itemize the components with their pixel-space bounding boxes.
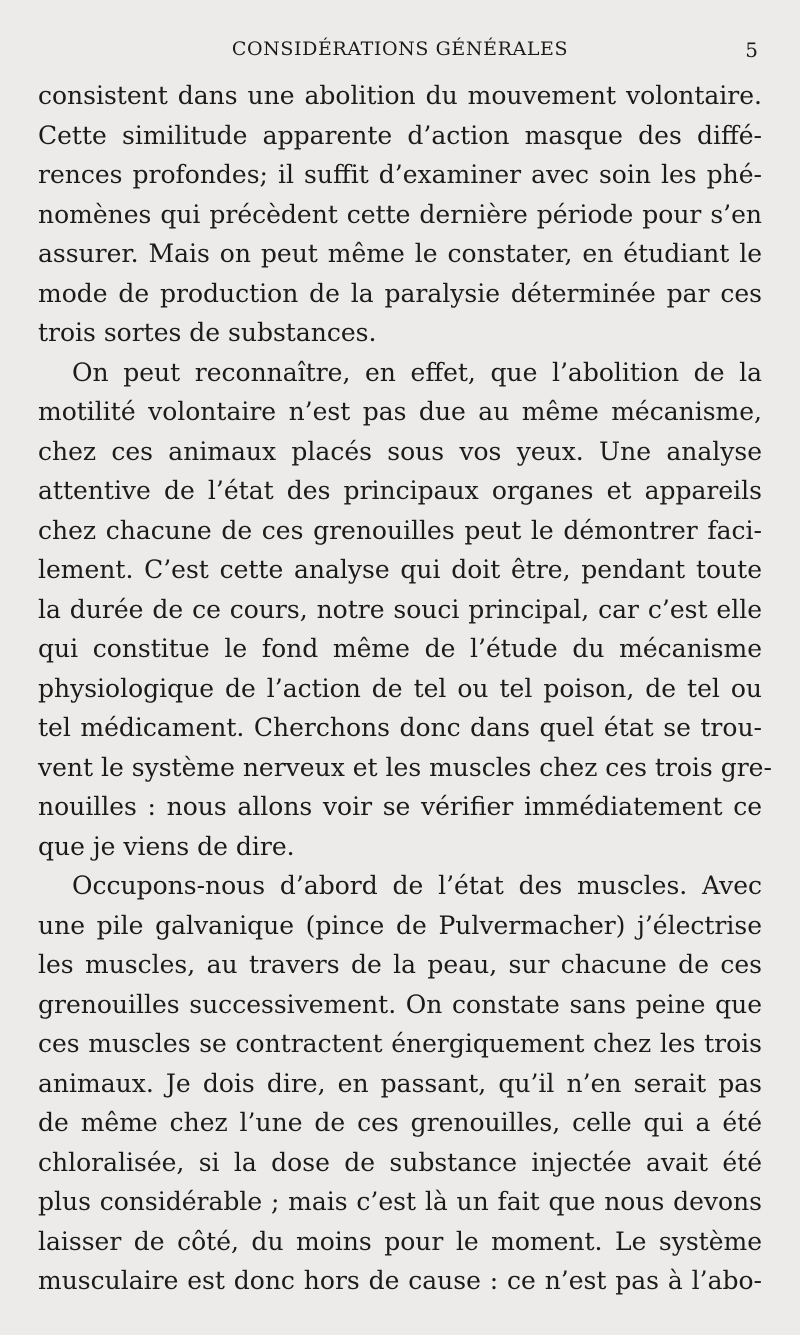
text-line: chloralisée, si la dose de substance injectée avait été: [38, 1147, 762, 1177]
text-line: chez ces animaux placés sous vos yeux. Une analyse: [38, 436, 762, 466]
text-line: de même chez l’une de ces grenouilles, celle qui a été: [38, 1108, 762, 1137]
text-line: physiologique de l’action de tel ou tel poison, de tel ou: [38, 673, 762, 703]
text-line: qui constitue le fond même de l’étude du mécanisme: [38, 634, 762, 663]
text-line: lement. C’est cette analyse qui doit être, pendant toute: [38, 555, 762, 584]
text-line: Cette similitude apparente d’action masque des diffé-: [38, 120, 762, 150]
text-line: rences profondes; il suffit d’examiner avec soin les phé-: [38, 160, 762, 189]
paragraph-end-line: trois sortes de substances.: [38, 318, 377, 347]
text-line: assurer. Mais on peut même le constater, en étudiant le: [38, 239, 762, 268]
text-line: attentive de l’état des principaux organes et appareils: [38, 476, 762, 505]
text-line: grenouilles successivement. On constate sans peine que: [38, 989, 762, 1019]
text-line: la durée de ce cours, notre souci principal, car c’est elle: [38, 594, 762, 624]
text-line: laisser de côté, du moins pour le moment. Le système: [38, 1226, 762, 1256]
text-line: animaux. Je dois dire, en passant, qu’il n’en serait pas: [38, 1068, 762, 1098]
paragraph-end-line: que je viens de dire.: [38, 831, 295, 861]
text-line: les muscles, au travers de la peau, sur chacune de ces: [38, 950, 762, 979]
text-line: consistent dans une abolition du mouvement volontaire.: [38, 81, 762, 110]
text-line: motilité volontaire n’est pas due au même mécanisme,: [38, 397, 762, 426]
text-line: nomènes qui précèdent cette dernière période pour s’en: [38, 199, 762, 229]
text-line: plus considérable ; mais c’est là un fait que nous devons: [38, 1187, 762, 1216]
text-line: mode de production de la paralysie déterminée par ces: [38, 278, 762, 308]
body-text: [38, 76, 772, 1301]
text-line: tel médicament. Cherchons donc dans quel état se trou-: [38, 713, 762, 742]
text-line: chez chacune de ces grenouilles peut le démontrer faci-: [38, 515, 762, 545]
text-line: ces muscles se contractent énergiquement chez les trois: [38, 1029, 762, 1058]
page-number: 5: [745, 38, 758, 62]
text-line: nouilles : nous allons voir se vérifier immédiatement ce: [38, 792, 762, 821]
running-title: CONSIDÉRATIONS GÉNÉRALES: [231, 38, 569, 60]
text-line: musculaire est donc hors de cause : ce n’est pas à l’abo-: [38, 1266, 762, 1295]
text-line: une pile galvanique (pince de Pulvermacher) j’électrise: [38, 910, 762, 940]
paragraph-start-line: Occupons-nous d’abord de l’état des muscles. Avec: [72, 871, 762, 900]
text-line: vent le système nerveux et les muscles chez ces trois gre-: [38, 752, 772, 782]
page-header: [0, 38, 800, 68]
paragraph-start-line: On peut reconnaître, en effet, que l’abolition de la: [72, 357, 762, 387]
